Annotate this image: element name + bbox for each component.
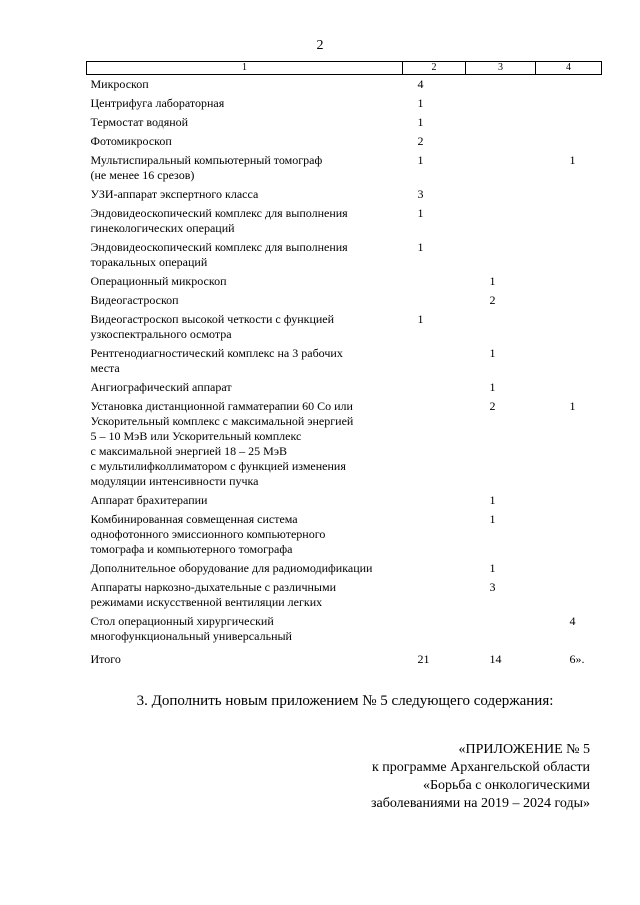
quantity-col4-cell bbox=[536, 75, 602, 95]
quantity-col2-cell bbox=[403, 344, 466, 378]
quantity-col2-cell: 2 bbox=[417, 134, 424, 148]
equipment-name-cell: Эндовидеоскопический комплекс для выполнения гинекологических операций bbox=[90, 206, 348, 235]
equipment-name-cell: Мультиспиральный компьютерный томограф (не менее 16 срезов) bbox=[90, 153, 323, 182]
quantity-col3-cell bbox=[466, 185, 536, 204]
equipment-name-cell: Центрифуга лабораторная bbox=[90, 96, 225, 110]
quantity-col2-cell: 3 bbox=[417, 187, 424, 201]
table-row bbox=[87, 397, 602, 491]
table-body bbox=[87, 75, 602, 670]
quantity-col4-cell bbox=[536, 578, 602, 612]
quantity-col2-cell bbox=[403, 272, 466, 291]
quantity-col4-cell bbox=[536, 378, 602, 397]
quantity-col3-cell bbox=[466, 612, 536, 646]
equipment-name-cell: Эндовидеоскопический комплекс для выполнения торакальных операций bbox=[90, 240, 348, 269]
table-header bbox=[87, 62, 602, 75]
table-row bbox=[87, 238, 602, 272]
quantity-col2-cell: 1 bbox=[417, 115, 424, 129]
quantity-col2-cell bbox=[403, 491, 466, 510]
quantity-col3-cell bbox=[466, 204, 536, 238]
table-row bbox=[87, 559, 602, 578]
column-header-4: 4 bbox=[536, 62, 602, 75]
table-row bbox=[87, 491, 602, 510]
quantity-col3-cell bbox=[466, 132, 536, 151]
quantity-col3-cell bbox=[466, 75, 536, 95]
quantity-col2-cell bbox=[403, 378, 466, 397]
quantity-col2-cell: 4 bbox=[417, 77, 424, 91]
quantity-col2-cell: 1 bbox=[417, 96, 424, 110]
equipment-name-cell: УЗИ-аппарат экспертного класса bbox=[90, 187, 259, 201]
quantity-col2-cell bbox=[403, 559, 466, 578]
equipment-name-cell: Видеогастроскоп bbox=[90, 293, 179, 307]
equipment-name-cell: Установка дистанционной гамматерапии 60 Co или Ускорительный комплекс с максимальной энергией 5 – 10 МэВ или Ускорительный комплекс с максимальной энергией 18 – 25 МэВ с мультилифколлиматором с функцией изменения модуляции интенсивности пучка bbox=[90, 399, 354, 488]
table-row bbox=[87, 272, 602, 291]
quantity-col3-cell bbox=[466, 238, 536, 272]
equipment-name-cell: Комбинированная совмещенная система однофотонного эмиссионного компьютерного томографа и компьютерного томографа bbox=[90, 512, 326, 556]
quantity-col3-cell: 1 bbox=[489, 493, 496, 507]
quantity-col3-cell bbox=[466, 94, 536, 113]
total-row bbox=[87, 646, 602, 669]
appendix-title: «ПРИЛОЖЕНИЕ № 5 bbox=[458, 742, 590, 757]
appendix-line-program: к программе Архангельской области bbox=[371, 760, 590, 775]
quantity-col4-cell bbox=[536, 204, 602, 238]
quantity-col4-cell: 1 bbox=[569, 399, 576, 413]
equipment-name-cell: Рентгенодиагностический комплекс на 3 рабочих места bbox=[90, 346, 343, 375]
table-row bbox=[87, 94, 602, 113]
quantity-col3-cell bbox=[466, 151, 536, 185]
table-row bbox=[87, 204, 602, 238]
page-number: 2 bbox=[316, 38, 324, 53]
table-row bbox=[87, 151, 602, 185]
section-heading: 3. Дополнить новым приложением № 5 следующего содержания: bbox=[136, 693, 554, 709]
equipment-name-cell: Стол операционный хирургический многофункциональный универсальный bbox=[90, 614, 292, 643]
table-row bbox=[87, 185, 602, 204]
quantity-col2-cell bbox=[403, 291, 466, 310]
quantity-col3-cell: 1 bbox=[489, 512, 496, 526]
quantity-col2-cell bbox=[403, 397, 466, 491]
quantity-col4-cell: 6». bbox=[569, 652, 585, 666]
table-row bbox=[87, 310, 602, 344]
column-header-1: 1 bbox=[87, 62, 403, 75]
quantity-col2-cell: 1 bbox=[417, 153, 424, 167]
table-row bbox=[87, 578, 602, 612]
equipment-name-cell: Аппарат брахитерапии bbox=[90, 493, 208, 507]
equipment-name-cell: Дополнительное оборудование для радиомодификации bbox=[90, 561, 373, 575]
quantity-col4-cell bbox=[536, 491, 602, 510]
quantity-col4-cell bbox=[536, 344, 602, 378]
table-row bbox=[87, 132, 602, 151]
quantity-col3-cell: 2 bbox=[489, 399, 496, 413]
quantity-col4-cell bbox=[536, 559, 602, 578]
equipment-name-cell: Фотомикроскоп bbox=[90, 134, 172, 148]
equipment-name-cell: Термостат водяной bbox=[90, 115, 189, 129]
equipment-name-cell: Микроскоп bbox=[90, 77, 149, 91]
table-row bbox=[87, 612, 602, 646]
table-row bbox=[87, 344, 602, 378]
quantity-col3-cell: 1 bbox=[489, 346, 496, 360]
appendix-line-years: заболеваниями на 2019 – 2024 годы» bbox=[370, 796, 590, 811]
quantity-col2-cell bbox=[403, 510, 466, 559]
quantity-col2-cell: 1 bbox=[417, 312, 424, 326]
quantity-col2-cell: 1 bbox=[417, 206, 424, 220]
appendix-line-name: «Борьба с онкологическими bbox=[422, 778, 590, 793]
quantity-col3-cell: 1 bbox=[489, 380, 496, 394]
column-header-2: 2 bbox=[403, 62, 466, 75]
equipment-name-cell: Ангиографический аппарат bbox=[90, 380, 232, 394]
equipment-name-cell: Аппараты наркозно-дыхательные с различными режимами искусственной вентиляции легких bbox=[90, 580, 336, 609]
appendix-header bbox=[330, 741, 590, 813]
quantity-col3-cell bbox=[466, 113, 536, 132]
equipment-table bbox=[86, 61, 602, 669]
quantity-col3-cell: 1 bbox=[489, 274, 496, 288]
quantity-col4-cell bbox=[536, 94, 602, 113]
quantity-col4-cell bbox=[536, 113, 602, 132]
quantity-col3-cell: 2 bbox=[489, 293, 496, 307]
quantity-col3-cell bbox=[466, 310, 536, 344]
table-row bbox=[87, 113, 602, 132]
quantity-col4-cell: 1 bbox=[569, 153, 576, 167]
quantity-col4-cell bbox=[536, 272, 602, 291]
quantity-col2-cell bbox=[403, 612, 466, 646]
column-header-3: 3 bbox=[466, 62, 536, 75]
quantity-col4-cell bbox=[536, 132, 602, 151]
quantity-col3-cell: 1 bbox=[489, 561, 496, 575]
table-row bbox=[87, 291, 602, 310]
quantity-col4-cell bbox=[536, 185, 602, 204]
quantity-col3-cell: 3 bbox=[489, 580, 496, 594]
equipment-name-cell: Видеогастроскоп высокой четкости с функцией узкоспектрального осмотра bbox=[90, 312, 335, 341]
equipment-name-cell: Операционный микроскоп bbox=[90, 274, 227, 288]
quantity-col4-cell bbox=[536, 510, 602, 559]
quantity-col4-cell bbox=[536, 238, 602, 272]
quantity-col2-cell: 1 bbox=[417, 240, 424, 254]
quantity-col4-cell bbox=[536, 291, 602, 310]
quantity-col2-cell: 21 bbox=[417, 652, 430, 666]
quantity-col4-cell: 4 bbox=[569, 614, 576, 628]
quantity-col4-cell bbox=[536, 310, 602, 344]
equipment-name-cell: Итого bbox=[90, 652, 121, 666]
table-row bbox=[87, 378, 602, 397]
table-row bbox=[87, 510, 602, 559]
quantity-col3-cell: 14 bbox=[489, 652, 502, 666]
quantity-col2-cell bbox=[403, 578, 466, 612]
table-row bbox=[87, 75, 602, 95]
